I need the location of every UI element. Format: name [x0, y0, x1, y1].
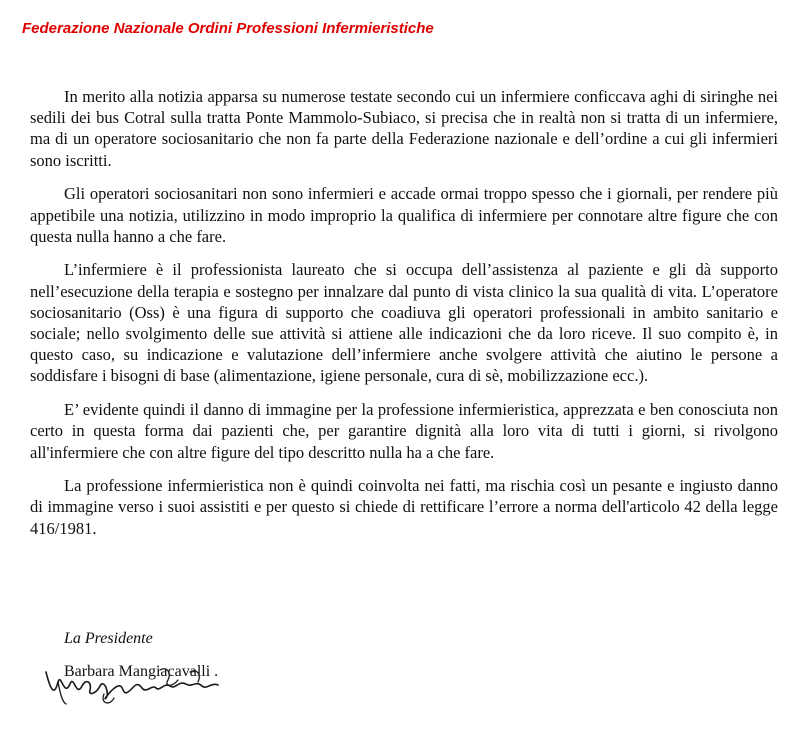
handwritten-signature	[40, 658, 250, 708]
paragraph-5: La professione infermieristica non è quindi coinvolta nei fatti, ma rischia così un pesante e ingiusto danno di immagine verso i suoi assistiti e per questo si chiede di rettificare l’errore a norma dell'articolo 42 della legge 416/1981.	[30, 476, 778, 538]
organization-header: Federazione Nazionale Ordini Professioni Infermieristiche	[22, 20, 434, 37]
letter-body	[30, 86, 778, 551]
paragraph-4: E’ evidente quindi il danno di immagine per la professione infermieristica, apprezzata e ben conosciuta non certo in questa forma dai pazienti che, per garantire dignità alla loro vita di tutti i giorni, si rivolgono all'infermiere che con altre figure del tipo descritto nulla ha a che fare.	[30, 400, 778, 462]
paragraph-2: Gli operatori sociosanitari non sono infermieri e accade ormai troppo spesso che i giornali, per rendere più appetibile una notizia, utilizzino in modo improprio la qualifica di infermiere per connotare altre figure che con questa nulla hanno a che fare.	[30, 184, 778, 246]
paragraph-1: In merito alla notizia apparsa su numerose testate secondo cui un infermiere conficcava aghi di siringhe nei sedili dei bus Cotral sulla tratta Ponte Mammolo-Subiaco, si precisa che in realtà non si tratta di un infermiere, ma di un operatore sociosanitario che non fa parte della Federazione nazionale e dell’ordine a cui gli infermieri sono iscritti.	[30, 87, 778, 170]
signatory-role: La Presidente	[64, 630, 153, 647]
paragraph-3: L’infermiere è il professionista laureato che si occupa dell’assistenza al paziente e gli dà supporto nell’esecuzione della terapia e sostegno per innalzare dal punto di vista clinico la sua qualità di vita. L’operatore sociosanitario (Oss) è una figura di supporto che coadiuva gli operatori professionali in ambito sanitario e sociale; nello svolgimento delle sue attività si attiene alle indicazioni che da loro riceve. Il suo compito è, in questo caso, su indicazione e valutazione dell’infermiere anche svolgere attività che aiutino le persone a soddisfare i bisogni di base (alimentazione, igiene personale, cura di sè, mobilizzazione ecc.).	[30, 260, 778, 386]
signatory-name: Barbara Mangiacavalli .	[64, 663, 219, 680]
